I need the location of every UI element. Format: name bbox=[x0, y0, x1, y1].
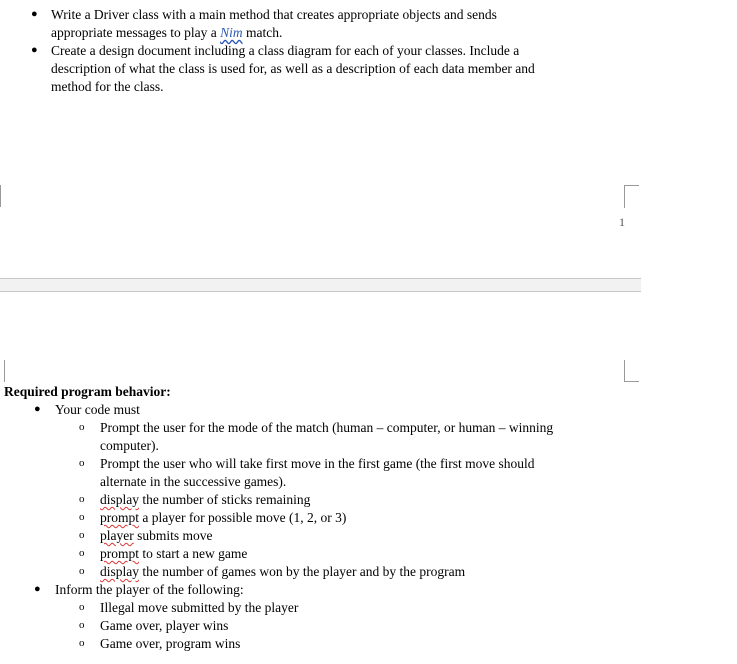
bullet-marker: ● bbox=[31, 44, 38, 56]
bullet-text-continued: method for the class. bbox=[51, 79, 164, 94]
sub-bullet-marker: o bbox=[79, 601, 85, 613]
bullet-marker: ● bbox=[34, 583, 41, 595]
bullet-text: Create a design document including a class diagram for each of your classes. Include a bbox=[51, 43, 520, 58]
sub-bullet-marker: o bbox=[79, 619, 85, 631]
sub-bullet-marker: o bbox=[79, 457, 85, 469]
sub-item-text: Game over, program wins bbox=[100, 636, 241, 651]
sub-bullet-marker: o bbox=[79, 637, 85, 649]
text-fragment: the number of sticks remaining bbox=[139, 492, 311, 507]
sub-item-text: Illegal move submitted by the player bbox=[100, 600, 299, 615]
text-fragment: appropriate messages to play a bbox=[51, 25, 221, 40]
text-fragment: the number of games won by the player and by the program bbox=[139, 564, 466, 579]
crop-mark bbox=[624, 360, 639, 382]
crop-mark bbox=[0, 185, 5, 207]
sub-item-text bbox=[100, 491, 310, 509]
section-heading: Required program behavior: bbox=[4, 384, 171, 399]
list-item-label: Inform the player of the following: bbox=[55, 582, 244, 597]
spellcheck-word[interactable]: display bbox=[100, 492, 139, 507]
sub-bullet-marker: o bbox=[79, 493, 85, 505]
text-fragment: match. bbox=[242, 25, 283, 40]
text-fragment: a player for possible move (1, 2, or 3) bbox=[139, 510, 347, 525]
bullet-text: Write a Driver class with a main method that creates appropriate objects and sends bbox=[51, 7, 497, 22]
bullet-text-continued: description of what the class is used for, as well as a description of each data member and bbox=[51, 61, 535, 76]
sub-item-text bbox=[100, 545, 247, 563]
sub-bullet-marker: o bbox=[79, 511, 85, 523]
sub-item-text-continued: alternate in the successive games). bbox=[100, 474, 287, 489]
list-item-label: Your code must bbox=[55, 402, 140, 417]
page-break-margin bbox=[641, 278, 737, 292]
sub-item-text-continued: computer). bbox=[100, 438, 159, 453]
sub-item-text bbox=[100, 563, 465, 581]
sub-item-text bbox=[100, 509, 346, 527]
spellcheck-word[interactable]: display bbox=[100, 564, 139, 579]
sub-item-text: Game over, player wins bbox=[100, 618, 229, 633]
sub-bullet-marker: o bbox=[79, 421, 85, 433]
sub-bullet-marker: o bbox=[79, 529, 85, 541]
sub-bullet-marker: o bbox=[79, 547, 85, 559]
page-break bbox=[0, 278, 641, 292]
crop-mark bbox=[624, 185, 639, 208]
page-number: 1 bbox=[619, 215, 625, 229]
crop-mark bbox=[4, 360, 9, 382]
sub-item-text bbox=[100, 527, 213, 545]
bullet-marker: ● bbox=[34, 403, 41, 415]
spellcheck-word[interactable]: prompt bbox=[100, 546, 139, 561]
sub-item-text: Prompt the user for the mode of the match (human – computer, or human – winning bbox=[100, 420, 554, 435]
document-page-1 bbox=[0, 0, 737, 278]
bullet-text-continued bbox=[51, 24, 282, 42]
text-fragment: to start a new game bbox=[139, 546, 248, 561]
text-fragment: submits move bbox=[133, 528, 213, 543]
bullet-marker: ● bbox=[31, 8, 38, 20]
spellcheck-word[interactable]: player bbox=[100, 528, 134, 543]
spellcheck-word[interactable]: prompt bbox=[100, 510, 139, 525]
nim-word[interactable]: Nim bbox=[220, 25, 243, 40]
sub-item-text: Prompt the user who will take first move in the first game (the first move should bbox=[100, 456, 535, 471]
sub-bullet-marker: o bbox=[79, 565, 85, 577]
